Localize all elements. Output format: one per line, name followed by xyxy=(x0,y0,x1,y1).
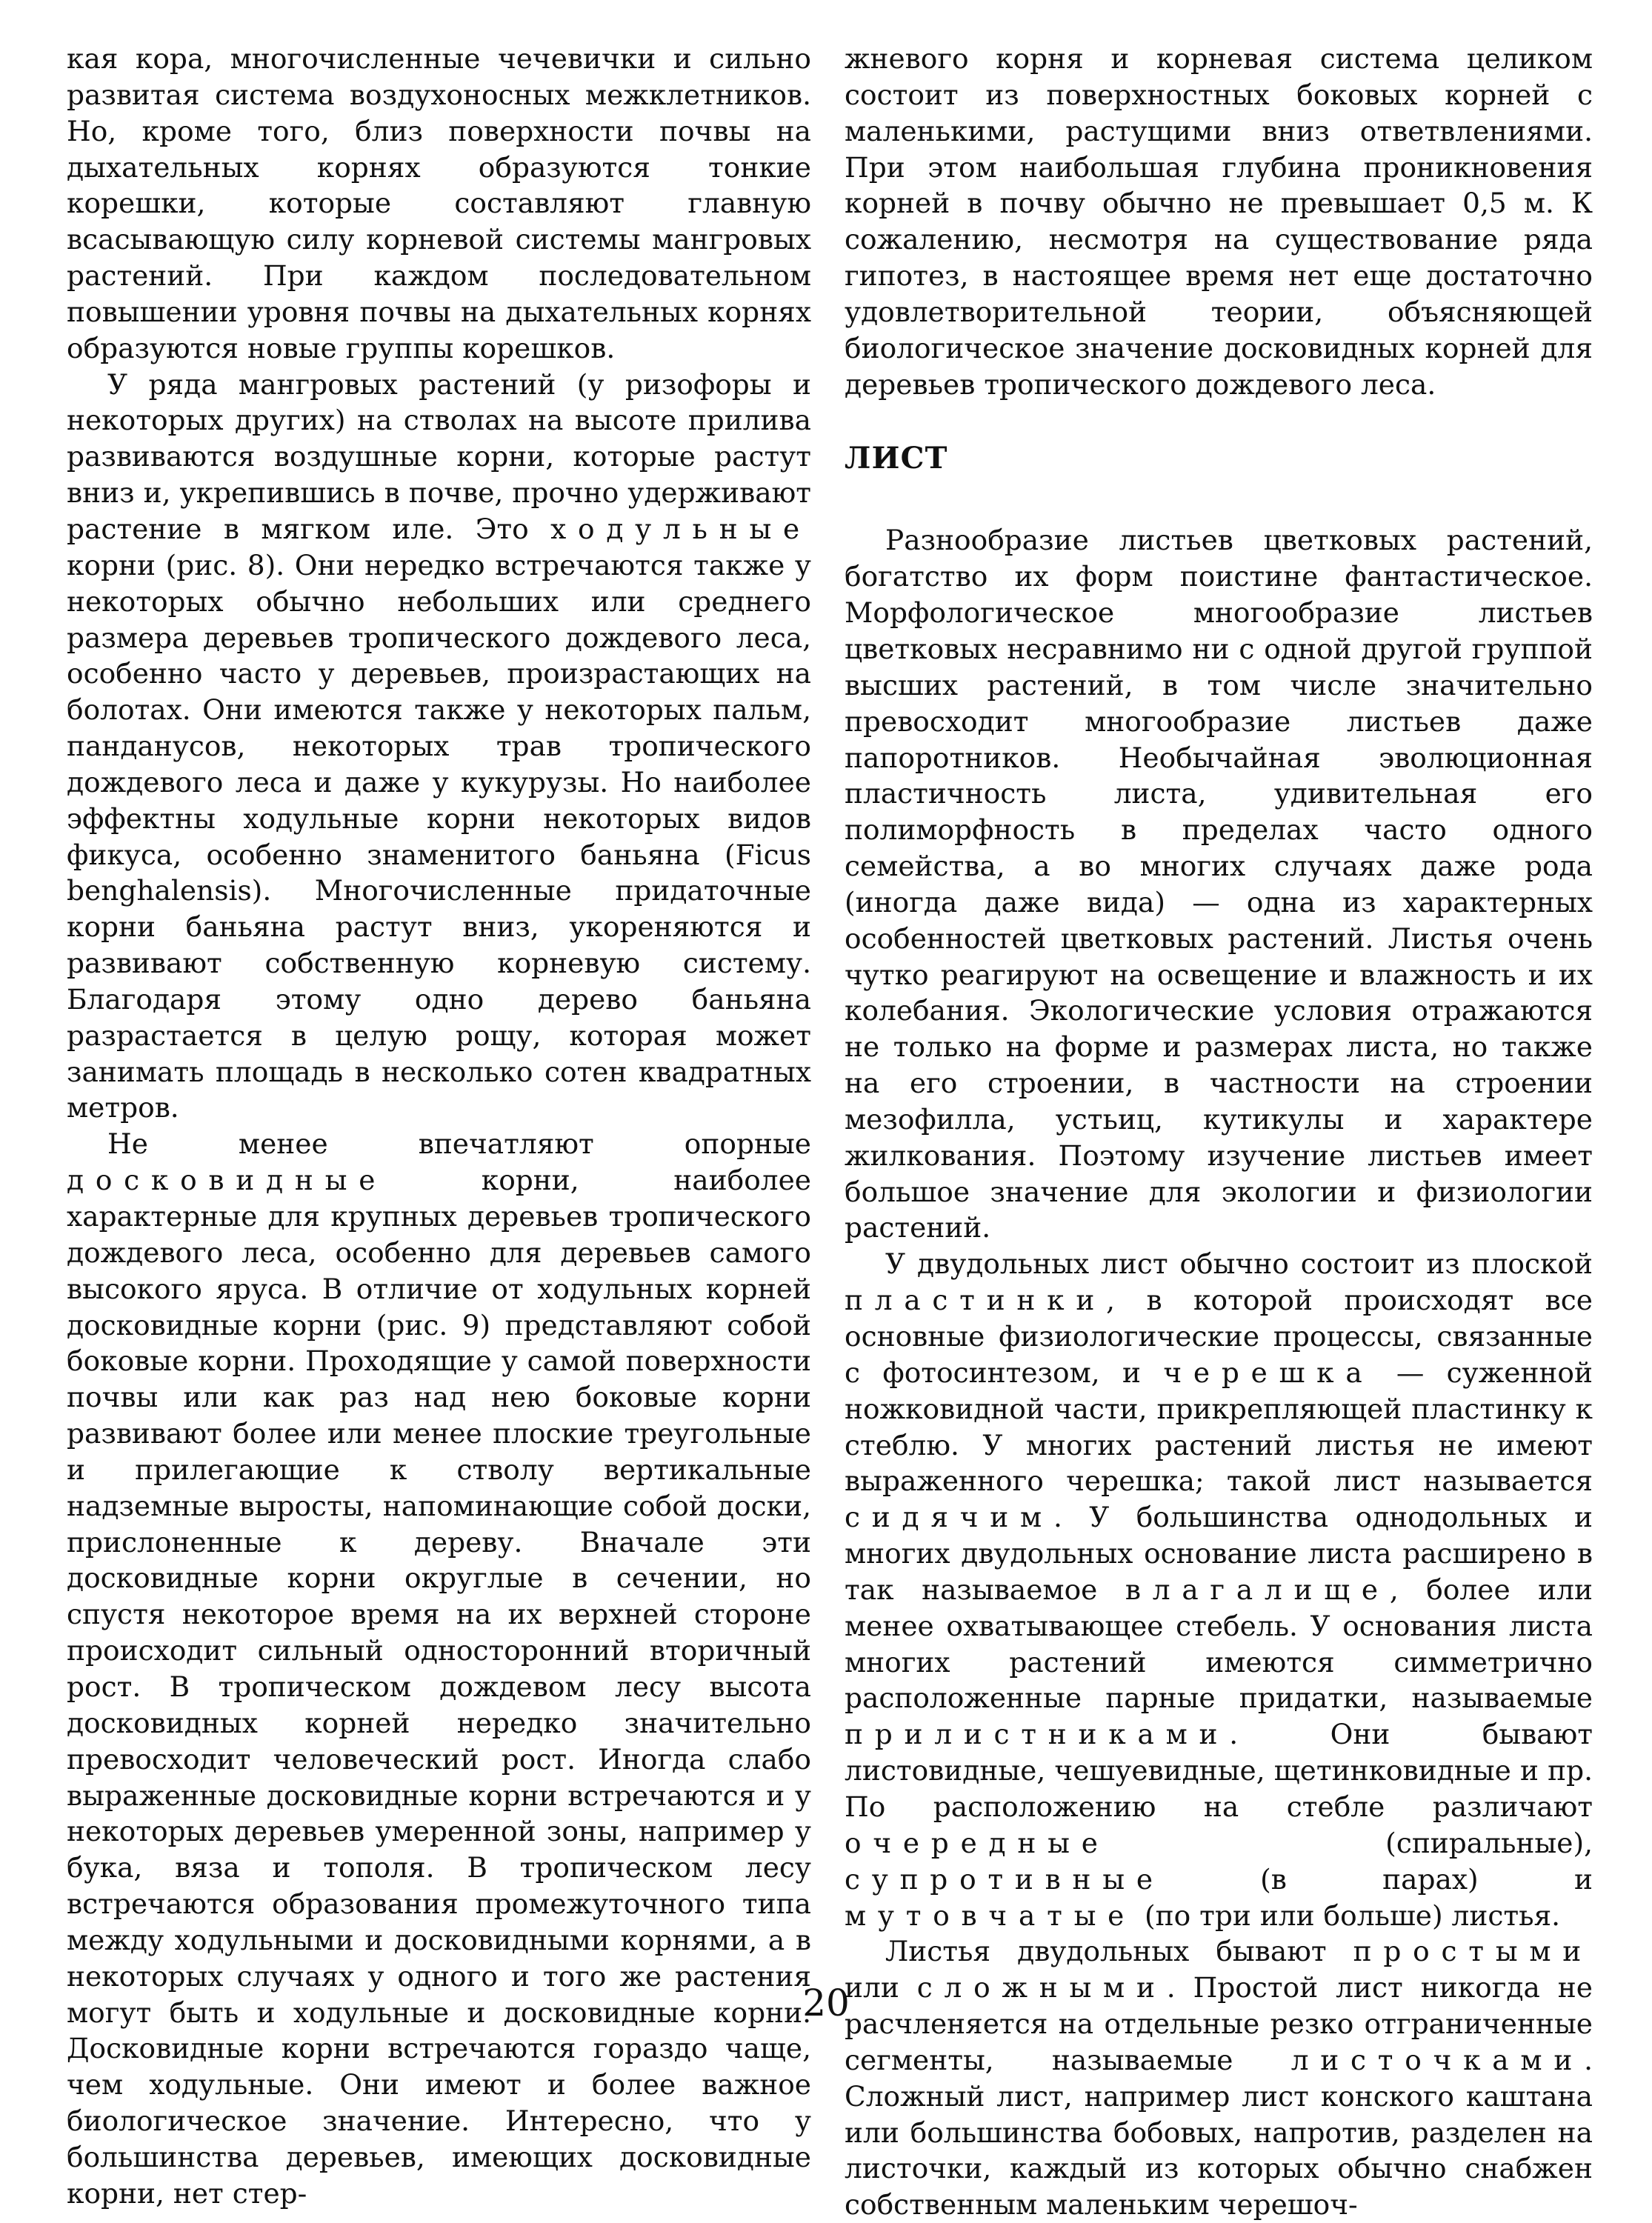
text-run: . Сложный лист, например лист конского каштана или большинства бобовых, напротив, разделен на листочки, каждый из которых обычно снабжен собственным маленьким черешоч- xyxy=(845,2043,1593,2222)
text-run: У двудольных лист обычно состоит из плоской xyxy=(885,1247,1593,1281)
text-run: . Простой лист никогда не расчленяется на отдельные резко отграниченные сегменты, называемые xyxy=(845,1971,1593,2076)
text-run: , более или менее охватывающее стебель. У основания листа многих растений имеются симметрично расположенные парные придатки, называемые xyxy=(845,1573,1593,1715)
paragraph xyxy=(67,1126,811,2211)
text-run: (по три или больше) листья. xyxy=(1136,1899,1561,1932)
spaced-term: черешка xyxy=(1163,1356,1374,1389)
paragraph xyxy=(67,367,811,1127)
spaced-term: ходульные xyxy=(550,512,811,545)
spaced-term: влагалище xyxy=(1125,1573,1390,1606)
spaced-term: досковидные xyxy=(67,1164,387,1197)
spaced-term: простыми xyxy=(1353,1935,1593,1968)
page-number: 20 xyxy=(802,1982,850,2024)
text-run: или xyxy=(845,1971,917,2004)
text-run: Не менее впечатляют опорные xyxy=(107,1127,811,1161)
spaced-term: пластинки xyxy=(845,1284,1107,1317)
paragraph: жневого корня и корневая система целиком состоит из поверхностных боковых корней с маленькими, растущими вниз ответвлениями. При этом наибольшая глубина проникновения корней в почву обычно не превышает 0,5 м. К сожалению, несмотря на существование ряда гипотез, в настоящее время нет еще достаточно удовлетворительной теории, объясняющей биологическое значение досковидных корней для деревьев тропического дождевого леса. xyxy=(845,42,1593,401)
right-column xyxy=(845,41,1593,2223)
text-run: (спиральные), xyxy=(1109,1826,1593,1859)
spaced-term: супротивные xyxy=(845,1862,1165,1896)
text-run: , в которой происходят все основные физиологические процессы, связанные с фотосинтезом, и xyxy=(845,1284,1593,1389)
section-heading: ЛИСТ xyxy=(845,441,948,476)
spaced-term: прилистниками xyxy=(845,1718,1230,1751)
text-run: . У большинства однодольных и многих двудольных основание листа расширено в так называемое xyxy=(845,1501,1593,1606)
spaced-term: сложными xyxy=(916,1971,1167,2004)
paragraph: Разнообразие листьев цветковых растений, богатство их форм поистине фантастическое. Морфологическое многообразие листьев цветковых несравнимо ни с одной другой группой высших растений, в том числе значительно превосходит многообразие листьев даже папоротников. Необычайная эволюционная пластичность листа, удивительная его полиморфность в пределах часто одного семейства, а во многих случаях даже рода (иногда даже вида) — одна из характерных особенностей цветковых растений. Листья очень чутко реагируют на освещение и влажность и их колебания. Экологические условия отражаются не только на форме и размерах листа, но также на его строении, в частности на строении мезофилла, устьиц, кутикулы и характере жилкования. Поэтому изучение листьев имеет большое значение для экологии и физиологии растений. xyxy=(845,524,1593,1244)
paragraph xyxy=(845,1933,1593,2223)
paragraph: кая кора, многочисленные чечевички и сильно развитая система воздухоносных межклетников. Но, кроме того, близ поверхности почвы на дыхательных корнях образуются тонкие корешки, которые составляют главную всасывающую силу корневой системы мангровых растений. При каждом последовательном повышении уровня почвы на дыхательных корнях образуются новые группы корешков. xyxy=(67,42,811,364)
text-run: корни, наиболее характерные для крупных деревьев тропического дождевого леса, особенно для деревьев самого высокого яруса. В отличие от ходульных корней досковидные корни (рис. 9) представляют собой боковые корни. Проходящие у самой поверхности почвы или как раз над нею боковые корни развивают более или менее плоские треугольные и прилегающие к стволу вертикальные надземные выросты, напоминающие собой доски, прислоненные к дереву. Вначале эти досковидные корни округлые в сечении, но спустя некоторое время на их верхней стороне происходит сильный односторонний вторичный рост. В тропическом дождевом лесу высота досковидных корней нередко значительно превосходит человеческий рост. Иногда слабо выраженные досковидные корни встречаются и у некоторых деревьев умеренной зоны, например у бука, вяза и тополя. В тропическом лесу встречаются образования промежуточного типа между ходульными и досковидными корнями, а в некоторых случаях у одного и того же растения могут быть и ходульные и досковидные корни. Досковидные корни встречаются гораздо чаще, чем ходульные. Они имеют и более важное биологическое значение. Интересно, что у большинства деревьев, имеющих досковидные корни, нет стер- xyxy=(67,1164,811,2210)
paragraph xyxy=(845,1246,1593,1933)
spaced-term: листочками xyxy=(1290,2043,1585,2076)
text-run: У ряда мангровых растений (у ризофоры и некоторых других) на стволах на высоте прилива развиваются воздушные корни, которые растут вниз и, укрепившись в почве, прочно удерживают растение в мягком иле. Это xyxy=(67,367,811,545)
left-column xyxy=(67,41,811,2212)
text-run: . Они бывают листовидные, чешуевидные, щетинковидные и пр. По расположению на стебле различают xyxy=(845,1718,1593,1823)
spaced-term: сидячим xyxy=(845,1501,1053,1534)
text-run: корни (рис. 8). Они нередко встречаются также у некоторых обычно небольших или среднего размера деревьев тропического дождевого леса, особенно часто у деревьев, произрастающих на болотах. Они имеются также у некоторых пальм, панданусов, некоторых трав тропического дождевого леса и даже у кукурузы. Но наиболее эффектны ходульные корни некоторых видов фикуса, особенно знаменитого баньяна (Ficus benghalensis). Многочисленные придаточные корни баньяна растут вниз, укореняются и развивают собственную корневую систему. Благодаря этому одно дерево баньяна разрастается в целую рощу, которая может занимать площадь в несколько сотен квадратных метров. xyxy=(67,548,811,1124)
text-run: — суженной ножковидной части, прикрепляющей пластинку к стеблю. У многих растений листья не имеют выраженного черешка; такой лист называется xyxy=(845,1356,1593,1498)
text-run: Листья двудольных бывают xyxy=(885,1935,1353,1968)
text-run: (в парах) и xyxy=(1164,1862,1593,1896)
spaced-term: очередные xyxy=(845,1826,1110,1859)
spaced-term: мутовчатые xyxy=(845,1899,1136,1932)
